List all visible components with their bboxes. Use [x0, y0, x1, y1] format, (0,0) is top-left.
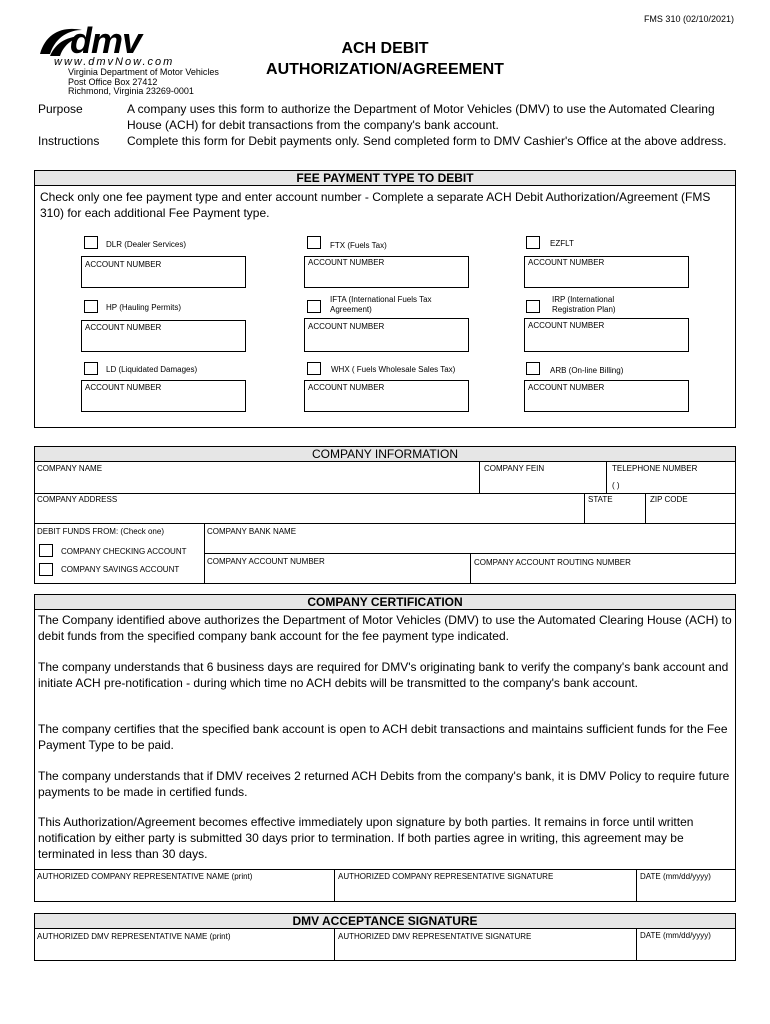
title-line-1: ACH DEBIT — [341, 40, 429, 57]
company-name-label: COMPANY NAME — [37, 464, 103, 473]
state-label: STATE — [588, 495, 613, 504]
savings-account-label: COMPANY SAVINGS ACCOUNT — [61, 565, 180, 574]
certification-title: COMPANY CERTIFICATION — [34, 594, 736, 610]
certification-paragraph-5: This Authorization/Agreement becomes effective immediately upon signature by both parties. It remains in force until written notification by either party is submitted 30 days prior to termination. If both parties agree in writing, this agreement may be terminated in less than 30 days. — [38, 815, 694, 861]
whx-account-label: ACCOUNT NUMBER — [308, 383, 385, 392]
purpose-text: A company uses this form to authorize the Department of Motor Vehicles (DMV) to use the Automated Clearing House (ACH) for debit transactions from the company's bank account. — [127, 102, 715, 132]
company-name-field[interactable] — [36, 474, 478, 492]
form-number: FMS 310 (02/10/2021) — [643, 14, 734, 24]
ezflt-checkbox[interactable] — [526, 236, 540, 249]
ezflt-label: EZFLT — [550, 239, 574, 248]
agency-city: Richmond, Virginia 23269-0001 — [68, 86, 194, 96]
telephone-label: TELEPHONE NUMBER — [612, 464, 698, 473]
title-line-2: AUTHORIZATION/AGREEMENT — [266, 61, 504, 78]
company-fein-label: COMPANY FEIN — [484, 464, 545, 473]
logo-url: www.dmvNow.com — [54, 56, 175, 68]
company-date-field[interactable] — [638, 882, 734, 901]
fee-instructions: Check only one fee payment type and enter account number - Complete a separate ACH Debit Authorization/Agreement (FMS 310) for each additional Fee Payment type. — [40, 190, 711, 220]
agency-name: Virginia Department of Motor Vehicles — [68, 67, 219, 77]
hp-label: HP (Hauling Permits) — [106, 303, 181, 312]
company-rep-name-field[interactable] — [36, 882, 332, 901]
state-field[interactable] — [586, 505, 644, 522]
whx-label: WHX ( Fuels Wholesale Sales Tax) — [331, 365, 456, 374]
company-info-title: COMPANY INFORMATION — [34, 446, 736, 462]
ifta-account-label: ACCOUNT NUMBER — [308, 322, 385, 331]
hp-checkbox[interactable] — [84, 300, 98, 313]
purpose-label: Purpose — [38, 102, 83, 116]
logo-text: dmv — [70, 20, 142, 61]
certification-paragraph-4: The company understands that if DMV receives 2 returned ACH Debits from the company's bank, it is DMV Policy to require future payments to be made in certified funds. — [38, 769, 730, 799]
arb-checkbox[interactable] — [526, 362, 540, 375]
ezflt-account-label: ACCOUNT NUMBER — [528, 258, 605, 267]
dlr-label: DLR (Dealer Services) — [106, 240, 187, 249]
ifta-checkbox[interactable] — [307, 300, 321, 313]
irp-checkbox[interactable] — [526, 300, 540, 313]
ftx-account-label: ACCOUNT NUMBER — [308, 258, 385, 267]
zip-code-label: ZIP CODE — [650, 495, 688, 504]
savings-account-checkbox[interactable] — [39, 563, 53, 576]
fee-section-title: FEE PAYMENT TYPE TO DEBIT — [34, 170, 736, 186]
ld-checkbox[interactable] — [84, 362, 98, 375]
company-rep-signature-field[interactable] — [336, 882, 634, 901]
bank-name-field[interactable] — [206, 537, 734, 552]
account-number-label: COMPANY ACCOUNT NUMBER — [207, 557, 325, 566]
dmv-date-label: DATE (mm/dd/yyyy) — [640, 931, 711, 940]
agency-po-box: Post Office Box 27412 — [68, 76, 158, 87]
company-date-label: DATE (mm/dd/yyyy) — [640, 872, 711, 881]
instructions-text: Complete this form for Debit payments only. Send completed form to DMV Cashier's Office at the above address. — [127, 134, 727, 148]
irp-account-label: ACCOUNT NUMBER — [528, 321, 605, 330]
dlr-account-label: ACCOUNT NUMBER — [85, 260, 162, 269]
dmv-rep-name-field[interactable] — [36, 942, 332, 960]
company-fein-field[interactable] — [481, 474, 605, 492]
dlr-checkbox[interactable] — [84, 236, 98, 249]
ld-label: LD (Liquidated Damages) — [106, 365, 198, 374]
dmv-rep-signature-field[interactable] — [336, 942, 634, 960]
telephone-field[interactable]: ( ) — [612, 481, 620, 490]
whx-checkbox[interactable] — [307, 362, 321, 375]
ftx-checkbox[interactable] — [307, 236, 321, 249]
ftx-label: FTX (Fuels Tax) — [330, 241, 387, 250]
ifta-label: IFTA (International Fuels Tax Agreement) — [330, 295, 432, 314]
routing-number-label: COMPANY ACCOUNT ROUTING NUMBER — [474, 558, 631, 567]
certification-paragraph-2: The company understands that 6 business days are required for DMV's originating bank to verify the company's bank account and initiate ACH pre-notification - during which time no ACH debits will be transmitted to the company's bank account. — [38, 660, 729, 690]
dmv-rep-signature-label: AUTHORIZED DMV REPRESENTATIVE SIGNATURE — [338, 932, 532, 941]
routing-number-field[interactable] — [472, 568, 734, 583]
debit-funds-label: DEBIT FUNDS FROM: (Check one) — [37, 527, 164, 536]
account-number-field[interactable] — [206, 567, 468, 583]
bank-name-label: COMPANY BANK NAME — [207, 527, 297, 536]
zip-code-field[interactable] — [647, 505, 735, 522]
ld-account-label: ACCOUNT NUMBER — [85, 383, 162, 392]
agency-address — [68, 68, 219, 97]
dmv-rep-name-label: AUTHORIZED DMV REPRESENTATIVE NAME (print) — [37, 932, 231, 941]
company-address-field[interactable] — [36, 505, 582, 522]
checking-account-label: COMPANY CHECKING ACCOUNT — [61, 547, 187, 556]
irp-label: IRP (International Registration Plan) — [552, 295, 616, 314]
arb-label: ARB (On-line Billing) — [550, 366, 624, 375]
company-address-label: COMPANY ADDRESS — [37, 495, 118, 504]
arb-account-label: ACCOUNT NUMBER — [528, 383, 605, 392]
certification-paragraph-1: The Company identified above authorizes the Department of Motor Vehicles (DMV) to use the Automated Clearing House (ACH) to debit funds from the specified company bank account for the fee payment type indicated. — [38, 613, 732, 643]
hp-account-label: ACCOUNT NUMBER — [85, 323, 162, 332]
checking-account-checkbox[interactable] — [39, 544, 53, 557]
company-rep-name-label: AUTHORIZED COMPANY REPRESENTATIVE NAME (print) — [37, 872, 253, 881]
certification-paragraph-3: The company certifies that the specified bank account is open to ACH debit transactions and maintains sufficient funds for the Fee Payment Type to be paid. — [38, 722, 728, 752]
company-rep-signature-label: AUTHORIZED COMPANY REPRESENTATIVE SIGNATURE — [338, 872, 554, 881]
dmv-date-field[interactable] — [638, 942, 734, 960]
instructions-label: Instructions — [38, 134, 100, 148]
form-title — [240, 38, 530, 80]
dmv-acceptance-title: DMV ACCEPTANCE SIGNATURE — [34, 913, 736, 929]
